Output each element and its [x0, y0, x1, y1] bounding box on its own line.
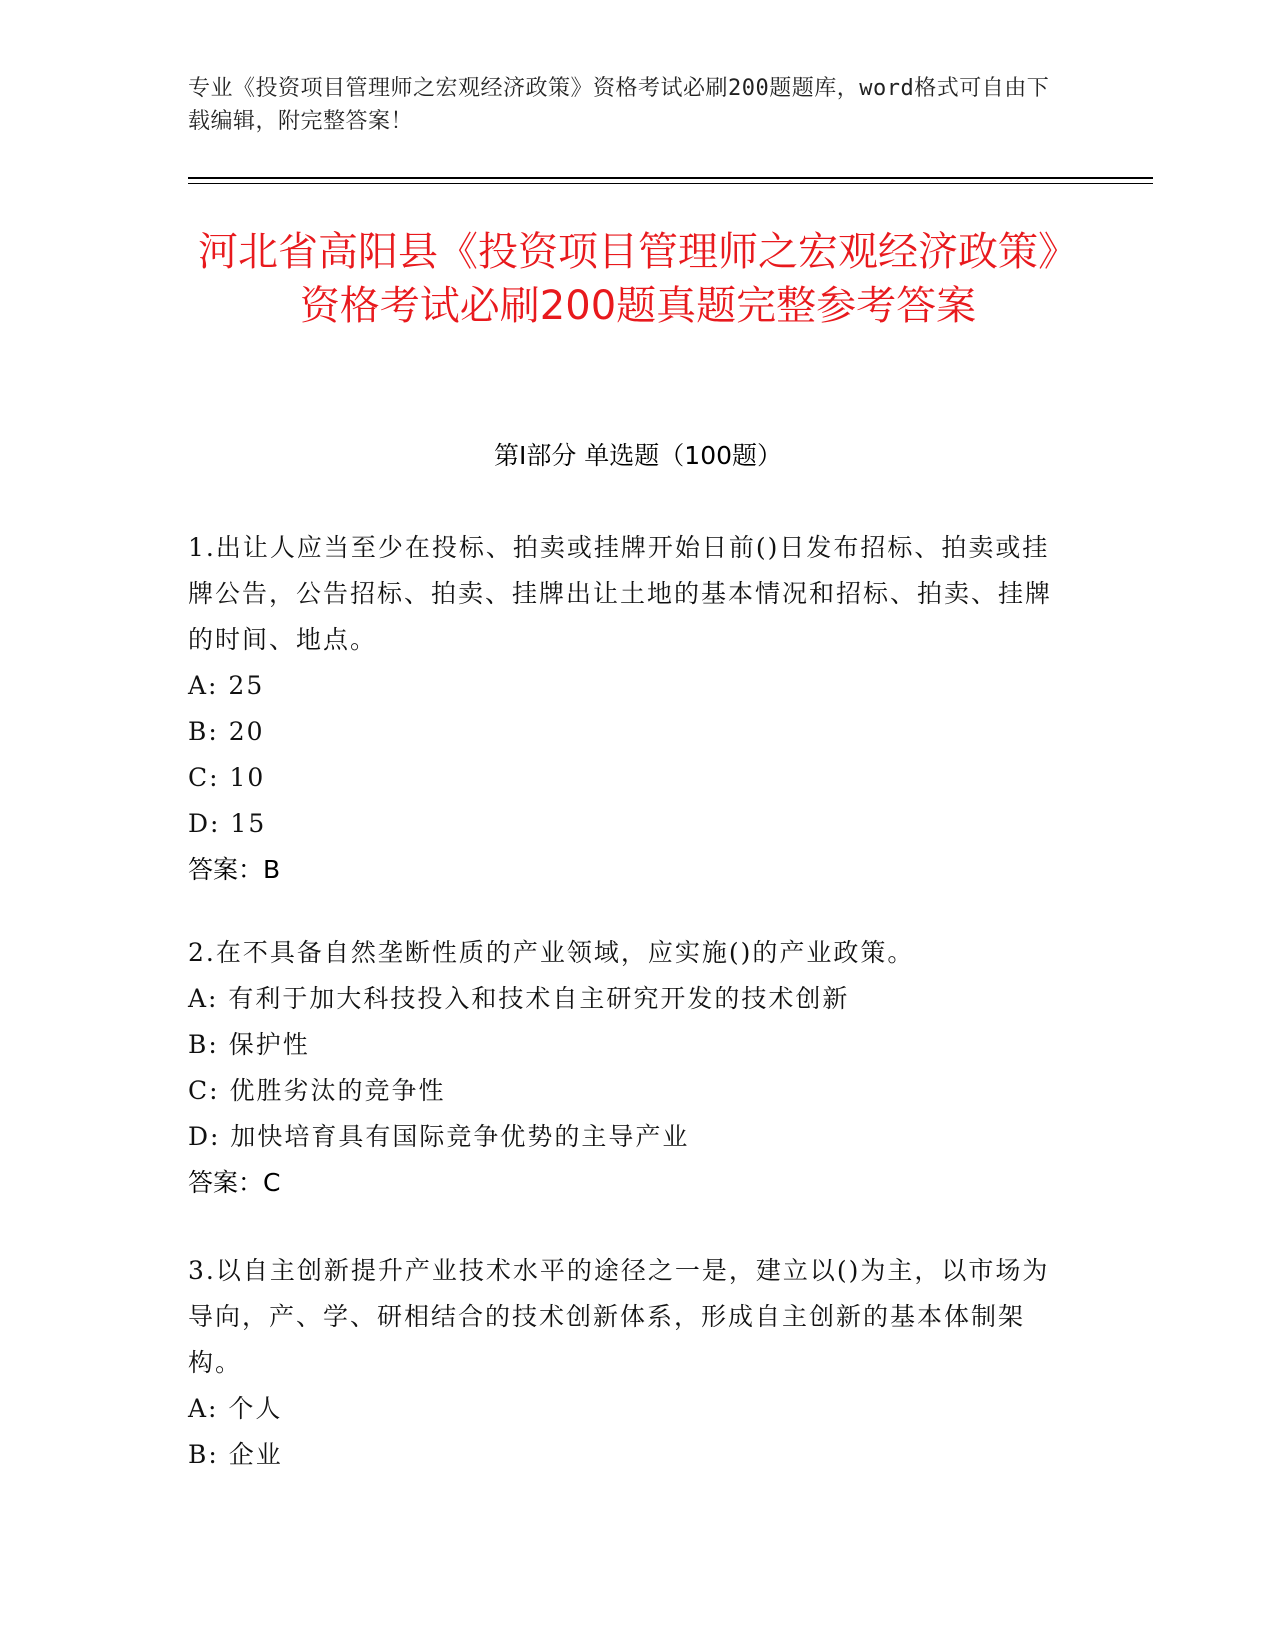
section-title: 第I部分 单选题（100题）	[493, 441, 783, 470]
option-c: C: 10	[188, 763, 266, 792]
option-b: B: 保护性	[188, 1030, 310, 1059]
answer-line: 答案：B	[188, 855, 281, 884]
question-item	[188, 1248, 1068, 1478]
answer-line: 答案：C	[188, 1168, 281, 1197]
option-c: C: 优胜劣汰的竞争性	[188, 1076, 446, 1105]
document-title: 河北省高阳县《投资项目管理师之宏观经济政策》资格考试必刷200题真题完整参考答案	[198, 229, 1078, 329]
option-d: D: 15	[188, 809, 267, 838]
option-a: A: 个人	[188, 1394, 283, 1423]
option-b: B: 20	[188, 717, 265, 746]
question-stem: 2.在不具备自然垄断性质的产业领域，应实施()的产业政策。	[188, 938, 915, 967]
question-stem: 1.出让人应当至少在投标、拍卖或挂牌开始日前()日发布招标、拍卖或挂牌公告，公告招标、拍卖、挂牌出让土地的基本情况和招标、拍卖、挂牌的时间、地点。	[188, 533, 1053, 654]
header-divider-thin	[188, 183, 1153, 184]
option-a: A: 有利于加大科技投入和技术自主研究开发的技术创新	[188, 984, 850, 1013]
question-item	[188, 930, 1068, 1206]
option-d: D: 加快培育具有国际竞争优势的主导产业	[188, 1122, 690, 1151]
question-item	[188, 525, 1068, 893]
option-b: B: 企业	[188, 1440, 283, 1469]
option-a: A: 25	[188, 671, 265, 700]
header-divider-thick	[188, 177, 1153, 179]
question-stem: 3.以自主创新提升产业技术水平的途径之一是，建立以()为主，以市场为导向，产、学、研相结合的技术创新体系，形成自主创新的基本体制架构。	[188, 1256, 1050, 1377]
header-note: 专业《投资项目管理师之宏观经济政策》资格考试必刷200题题库，word格式可自由下载编辑，附完整答案！	[188, 76, 1050, 134]
